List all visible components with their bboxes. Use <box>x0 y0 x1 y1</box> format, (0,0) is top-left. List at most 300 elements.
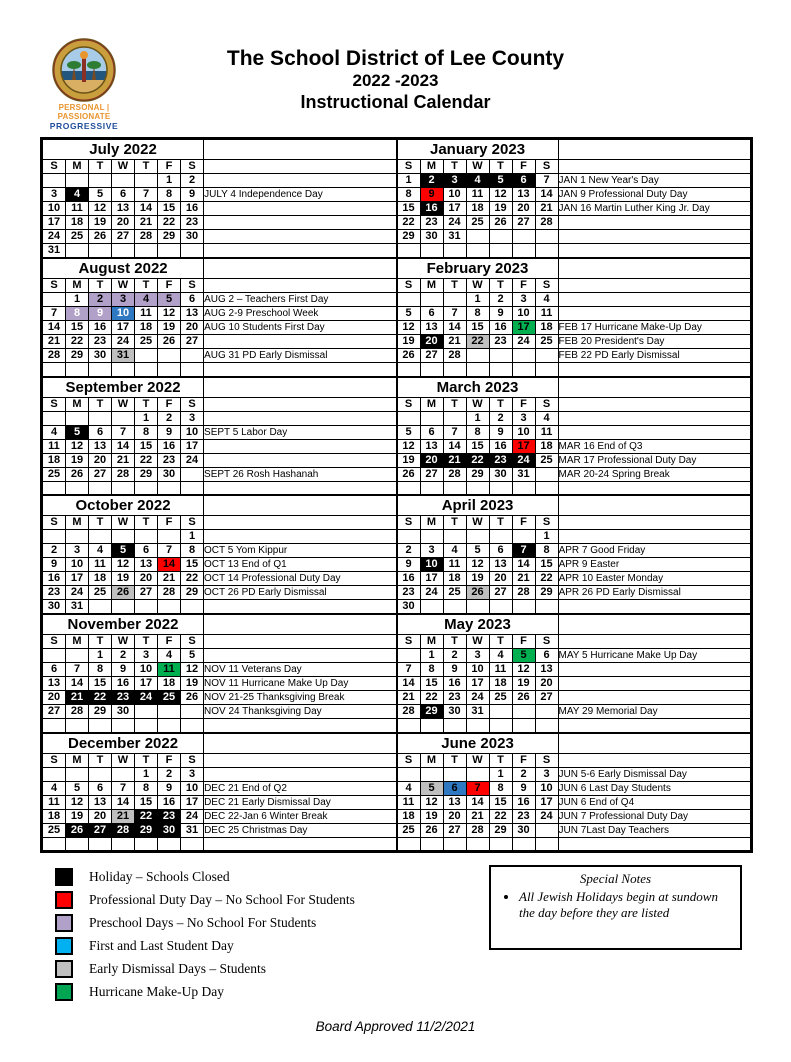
day-cell-empty <box>489 530 512 544</box>
day-cell-16: 16 <box>89 321 112 335</box>
event-note-empty <box>204 767 396 781</box>
day-cell-3: 3 <box>466 649 489 663</box>
day-cell-12: 12 <box>466 558 489 572</box>
month-title: April 2023 <box>397 496 558 516</box>
day-cell-empty <box>66 244 89 258</box>
day-cell-1: 1 <box>158 174 181 188</box>
day-cell-19: 19 <box>512 677 535 691</box>
event-note-empty <box>558 363 750 377</box>
day-of-week-header: S <box>535 160 558 174</box>
notes-column-spacer <box>204 615 396 635</box>
day-cell-11: 11 <box>397 795 420 809</box>
event-note-empty <box>558 425 750 439</box>
day-cell-10: 10 <box>512 425 535 439</box>
day-cell-empty <box>43 767 66 781</box>
month-september-2022 <box>42 377 397 496</box>
notes-column-spacer <box>204 259 396 279</box>
day-cell-empty <box>112 481 135 495</box>
event-note-empty <box>558 216 750 230</box>
event-note: JUN 5-6 Early Dismissal Day <box>558 767 750 781</box>
day-cell-empty <box>535 600 558 614</box>
day-cell-29: 29 <box>397 230 420 244</box>
day-cell-10: 10 <box>43 202 66 216</box>
day-cell-empty <box>89 530 112 544</box>
day-of-week-header: S <box>181 397 204 411</box>
event-note: MAY 29 Memorial Day <box>558 705 750 719</box>
day-cell-4-holiday: 4 <box>66 188 89 202</box>
day-cell-empty <box>443 411 466 425</box>
day-of-week-header: T <box>489 397 512 411</box>
event-note: APR 9 Easter <box>558 558 750 572</box>
day-of-week-header: F <box>158 635 181 649</box>
day-of-week-header: T <box>489 753 512 767</box>
day-cell-18: 18 <box>135 321 158 335</box>
day-cell-10: 10 <box>181 781 204 795</box>
day-cell-27: 27 <box>512 216 535 230</box>
day-cell-5: 5 <box>397 425 420 439</box>
event-note: NOV 21-25 Thanksgiving Break <box>204 691 396 705</box>
event-note: DEC 22-Jan 6 Winter Break <box>204 809 396 823</box>
day-cell-22: 22 <box>158 216 181 230</box>
day-of-week-header: M <box>420 279 443 293</box>
legend-label: Holiday – Schools Closed <box>89 868 230 884</box>
day-cell-empty <box>158 363 181 377</box>
day-cell-4-holiday: 4 <box>466 174 489 188</box>
day-of-week-header: F <box>158 279 181 293</box>
day-cell-26: 26 <box>397 349 420 363</box>
day-cell-15: 15 <box>420 677 443 691</box>
day-cell-empty <box>466 600 489 614</box>
day-cell-5: 5 <box>89 188 112 202</box>
day-of-week-header: S <box>397 397 420 411</box>
day-cell-11: 11 <box>535 307 558 321</box>
day-cell-7: 7 <box>535 174 558 188</box>
day-cell-21: 21 <box>466 809 489 823</box>
day-cell-15: 15 <box>135 439 158 453</box>
day-cell-13: 13 <box>181 307 204 321</box>
day-cell-22: 22 <box>535 572 558 586</box>
day-cell-5-holiday: 5 <box>489 174 512 188</box>
day-cell-13: 13 <box>112 202 135 216</box>
event-note-empty <box>204 230 396 244</box>
day-cell-27: 27 <box>135 586 158 600</box>
event-note: OCT 5 Yom Kippur <box>204 544 396 558</box>
page-title: The School District of Lee County <box>226 47 565 70</box>
month-title: September 2022 <box>43 377 204 397</box>
day-cell-20: 20 <box>512 202 535 216</box>
day-cell-1: 1 <box>535 530 558 544</box>
day-cell-19: 19 <box>66 809 89 823</box>
day-cell-empty <box>181 244 204 258</box>
day-cell-4: 4 <box>397 781 420 795</box>
day-of-week-header: W <box>112 635 135 649</box>
day-cell-31: 31 <box>466 705 489 719</box>
event-note: SEPT 5 Labor Day <box>204 425 396 439</box>
day-cell-14: 14 <box>66 677 89 691</box>
day-cell-19: 19 <box>158 321 181 335</box>
day-cell-14: 14 <box>135 202 158 216</box>
day-of-week-header: F <box>512 753 535 767</box>
day-cell-12: 12 <box>512 663 535 677</box>
day-cell-2: 2 <box>489 411 512 425</box>
day-cell-9: 9 <box>158 781 181 795</box>
day-cell-26: 26 <box>181 691 204 705</box>
event-note: APR 10 Easter Monday <box>558 572 750 586</box>
day-cell-24: 24 <box>181 453 204 467</box>
day-cell-18: 18 <box>158 677 181 691</box>
month-title: May 2023 <box>397 615 558 635</box>
day-cell-23-holiday: 23 <box>489 453 512 467</box>
day-cell-empty <box>535 823 558 837</box>
day-cell-14: 14 <box>112 795 135 809</box>
day-cell-empty <box>112 174 135 188</box>
day-of-week-header: F <box>158 753 181 767</box>
day-cell-26: 26 <box>420 823 443 837</box>
day-cell-22: 22 <box>135 453 158 467</box>
notes-column-spacer <box>204 160 396 174</box>
event-note: JUN 7 Professional Duty Day <box>558 809 750 823</box>
day-of-week-header: W <box>466 516 489 530</box>
day-cell-24-holiday: 24 <box>512 453 535 467</box>
day-cell-empty <box>512 600 535 614</box>
day-cell-14: 14 <box>43 321 66 335</box>
day-of-week-header: S <box>535 397 558 411</box>
day-cell-4-preschool: 4 <box>135 293 158 307</box>
month-title: June 2023 <box>397 733 558 753</box>
day-cell-4: 4 <box>43 781 66 795</box>
day-cell-11: 11 <box>66 202 89 216</box>
day-cell-10: 10 <box>512 307 535 321</box>
day-cell-3: 3 <box>535 767 558 781</box>
notes-column-spacer <box>558 615 750 635</box>
day-cell-22-early-dismissal: 22 <box>466 335 489 349</box>
day-cell-13: 13 <box>135 558 158 572</box>
day-cell-11: 11 <box>43 439 66 453</box>
school-years: 2022 -2023 <box>352 71 439 91</box>
day-cell-empty <box>420 363 443 377</box>
event-note-empty <box>204 453 396 467</box>
day-cell-empty <box>135 705 158 719</box>
day-of-week-header: T <box>489 279 512 293</box>
special-notes-list <box>497 889 734 922</box>
event-note-empty <box>558 663 750 677</box>
day-cell-3: 3 <box>420 544 443 558</box>
day-cell-empty <box>443 719 466 733</box>
day-of-week-header: S <box>535 279 558 293</box>
day-cell-4: 4 <box>535 293 558 307</box>
day-cell-empty <box>397 530 420 544</box>
special-notes-box <box>489 865 742 950</box>
day-cell-8: 8 <box>535 544 558 558</box>
day-cell-30: 30 <box>512 823 535 837</box>
day-cell-empty <box>158 530 181 544</box>
day-cell-29: 29 <box>158 230 181 244</box>
notes-column-spacer <box>204 516 396 530</box>
day-of-week-header: S <box>181 279 204 293</box>
day-cell-27: 27 <box>489 586 512 600</box>
day-cell-9: 9 <box>112 663 135 677</box>
day-cell-14: 14 <box>112 439 135 453</box>
day-cell-2: 2 <box>397 544 420 558</box>
day-cell-5: 5 <box>466 544 489 558</box>
day-cell-7: 7 <box>135 188 158 202</box>
day-cell-empty <box>420 600 443 614</box>
day-cell-20: 20 <box>43 691 66 705</box>
day-cell-empty <box>89 363 112 377</box>
event-note: JUN 7Last Day Teachers <box>558 823 750 837</box>
notes-column-spacer <box>558 753 750 767</box>
legend-label: Hurricane Make-Up Day <box>89 983 224 999</box>
day-cell-16: 16 <box>489 439 512 453</box>
day-cell-3: 3 <box>43 188 66 202</box>
day-cell-8-preschool: 8 <box>66 307 89 321</box>
event-note-empty <box>204 363 396 377</box>
day-cell-empty <box>512 705 535 719</box>
day-cell-14: 14 <box>443 321 466 335</box>
day-cell-empty <box>66 837 89 851</box>
day-cell-empty <box>443 530 466 544</box>
day-of-week-header: F <box>512 279 535 293</box>
event-note: AUG 2 – Teachers First Day <box>204 293 396 307</box>
event-note-empty <box>204 530 396 544</box>
day-cell-3: 3 <box>66 544 89 558</box>
day-of-week-header: S <box>43 279 66 293</box>
day-cell-28: 28 <box>512 586 535 600</box>
day-cell-23-holiday: 23 <box>112 691 135 705</box>
day-cell-26-early-dismissal: 26 <box>466 586 489 600</box>
day-cell-14: 14 <box>466 795 489 809</box>
day-cell-15: 15 <box>466 439 489 453</box>
day-of-week-header: W <box>112 160 135 174</box>
month-title: November 2022 <box>43 615 204 635</box>
day-cell-30: 30 <box>112 705 135 719</box>
day-cell-30: 30 <box>443 705 466 719</box>
day-cell-1: 1 <box>135 767 158 781</box>
day-cell-30-holiday: 30 <box>158 823 181 837</box>
day-cell-23: 23 <box>443 691 466 705</box>
day-of-week-header: S <box>397 753 420 767</box>
day-cell-7: 7 <box>112 781 135 795</box>
day-cell-1: 1 <box>420 649 443 663</box>
day-cell-4: 4 <box>535 411 558 425</box>
day-cell-23: 23 <box>89 335 112 349</box>
day-cell-13: 13 <box>43 677 66 691</box>
notes-column-spacer <box>204 733 396 753</box>
day-cell-20: 20 <box>489 572 512 586</box>
day-cell-empty <box>158 481 181 495</box>
day-cell-29: 29 <box>466 467 489 481</box>
day-cell-18: 18 <box>535 439 558 453</box>
day-cell-4: 4 <box>489 649 512 663</box>
event-note: OCT 14 Professional Duty Day <box>204 572 396 586</box>
day-of-week-header: F <box>512 516 535 530</box>
day-cell-empty <box>89 481 112 495</box>
day-cell-6: 6 <box>89 425 112 439</box>
day-cell-18: 18 <box>43 453 66 467</box>
day-cell-6-first-last-student: 6 <box>443 781 466 795</box>
day-cell-23-holiday: 23 <box>158 809 181 823</box>
day-cell-28: 28 <box>443 349 466 363</box>
day-cell-19: 19 <box>489 202 512 216</box>
legend-swatch-hurricane <box>55 983 73 1001</box>
day-cell-empty <box>420 719 443 733</box>
day-cell-empty <box>89 837 112 851</box>
day-of-week-header: S <box>397 279 420 293</box>
day-cell-empty <box>66 174 89 188</box>
day-cell-19: 19 <box>397 335 420 349</box>
day-of-week-header: W <box>112 397 135 411</box>
day-cell-empty <box>397 363 420 377</box>
event-note: MAY 5 Hurricane Make Up Day <box>558 649 750 663</box>
day-cell-empty <box>158 705 181 719</box>
day-cell-7: 7 <box>397 663 420 677</box>
day-cell-empty <box>158 600 181 614</box>
month-february-2023 <box>397 258 752 377</box>
day-cell-23: 23 <box>512 809 535 823</box>
day-cell-24: 24 <box>512 335 535 349</box>
day-cell-16: 16 <box>158 795 181 809</box>
day-cell-18: 18 <box>535 321 558 335</box>
day-cell-21: 21 <box>397 691 420 705</box>
day-cell-empty <box>43 363 66 377</box>
day-cell-15: 15 <box>66 321 89 335</box>
legend-label: Professional Duty Day – No School For Students <box>89 891 355 907</box>
day-cell-empty <box>43 293 66 307</box>
day-cell-1: 1 <box>466 293 489 307</box>
event-note: MAR 20-24 Spring Break <box>558 467 750 481</box>
day-cell-9: 9 <box>489 307 512 321</box>
day-of-week-header: T <box>443 753 466 767</box>
day-cell-21-holiday: 21 <box>66 691 89 705</box>
notes-column-spacer <box>558 259 750 279</box>
event-note: DEC 21 Early Dismissal Day <box>204 795 396 809</box>
legend-item-first-last-student <box>55 934 355 957</box>
day-cell-9: 9 <box>181 188 204 202</box>
month-november-2022 <box>42 614 397 733</box>
day-of-week-header: W <box>466 635 489 649</box>
day-cell-8: 8 <box>158 188 181 202</box>
event-note: NOV 11 Hurricane Make Up Day <box>204 677 396 691</box>
day-cell-28: 28 <box>135 230 158 244</box>
day-cell-5-hurricane: 5 <box>512 649 535 663</box>
day-cell-empty <box>66 363 89 377</box>
day-cell-25: 25 <box>443 586 466 600</box>
day-cell-27: 27 <box>181 335 204 349</box>
day-cell-12: 12 <box>181 663 204 677</box>
day-cell-empty <box>466 244 489 258</box>
day-cell-3: 3 <box>181 767 204 781</box>
day-cell-10-holiday: 10 <box>420 558 443 572</box>
day-cell-11-hurricane: 11 <box>158 663 181 677</box>
day-cell-empty <box>420 481 443 495</box>
day-cell-empty <box>135 600 158 614</box>
day-cell-empty <box>112 411 135 425</box>
day-of-week-header: T <box>489 635 512 649</box>
day-cell-empty <box>466 481 489 495</box>
day-cell-31: 31 <box>443 230 466 244</box>
day-cell-empty <box>489 600 512 614</box>
notes-column-spacer <box>558 496 750 516</box>
day-cell-17: 17 <box>181 439 204 453</box>
day-cell-16: 16 <box>112 677 135 691</box>
notes-column-spacer <box>558 516 750 530</box>
day-of-week-header: S <box>397 160 420 174</box>
day-cell-14: 14 <box>535 188 558 202</box>
day-cell-27: 27 <box>420 467 443 481</box>
day-cell-24: 24 <box>535 809 558 823</box>
day-cell-20-holiday: 20 <box>420 335 443 349</box>
day-cell-8: 8 <box>135 425 158 439</box>
legend-label: Early Dismissal Days – Students <box>89 960 266 976</box>
event-note-empty <box>204 411 396 425</box>
day-cell-26: 26 <box>89 230 112 244</box>
day-cell-20: 20 <box>135 572 158 586</box>
notes-column-spacer <box>204 397 396 411</box>
day-cell-empty <box>466 837 489 851</box>
day-cell-empty <box>89 174 112 188</box>
day-cell-18: 18 <box>489 677 512 691</box>
day-cell-13: 13 <box>489 558 512 572</box>
day-cell-2: 2 <box>43 544 66 558</box>
day-of-week-header: T <box>89 516 112 530</box>
day-cell-9: 9 <box>158 425 181 439</box>
day-cell-27: 27 <box>443 823 466 837</box>
day-cell-3: 3 <box>512 293 535 307</box>
palm-fronds-right-icon <box>87 61 101 69</box>
day-cell-empty <box>43 481 66 495</box>
day-cell-4: 4 <box>89 544 112 558</box>
day-of-week-header: M <box>66 516 89 530</box>
day-cell-26: 26 <box>512 691 535 705</box>
day-cell-28: 28 <box>43 349 66 363</box>
day-cell-25: 25 <box>89 586 112 600</box>
day-cell-13: 13 <box>512 188 535 202</box>
day-cell-6: 6 <box>420 425 443 439</box>
day-cell-empty <box>466 530 489 544</box>
day-cell-10: 10 <box>443 188 466 202</box>
day-cell-2: 2 <box>443 649 466 663</box>
day-of-week-header: W <box>466 397 489 411</box>
day-cell-2: 2 <box>158 767 181 781</box>
day-cell-9-preschool: 9 <box>89 307 112 321</box>
day-cell-empty <box>420 293 443 307</box>
day-cell-empty <box>489 230 512 244</box>
day-cell-15: 15 <box>466 321 489 335</box>
month-march-2023 <box>397 377 752 496</box>
day-cell-21: 21 <box>443 335 466 349</box>
day-cell-30: 30 <box>89 349 112 363</box>
day-cell-12: 12 <box>397 321 420 335</box>
day-cell-empty <box>512 719 535 733</box>
day-cell-13: 13 <box>443 795 466 809</box>
event-note-empty <box>204 481 396 495</box>
event-note: JUN 6 End of Q4 <box>558 795 750 809</box>
day-cell-25: 25 <box>535 453 558 467</box>
day-cell-8: 8 <box>181 544 204 558</box>
legend-swatch-early-dismissal <box>55 960 73 978</box>
day-cell-21: 21 <box>43 335 66 349</box>
day-cell-26: 26 <box>66 467 89 481</box>
day-cell-empty <box>512 363 535 377</box>
day-cell-12: 12 <box>66 795 89 809</box>
day-cell-18: 18 <box>466 202 489 216</box>
day-cell-28: 28 <box>466 823 489 837</box>
day-cell-empty <box>135 481 158 495</box>
day-cell-1: 1 <box>135 411 158 425</box>
day-cell-29: 29 <box>135 467 158 481</box>
day-cell-7: 7 <box>158 544 181 558</box>
day-cell-empty <box>181 363 204 377</box>
